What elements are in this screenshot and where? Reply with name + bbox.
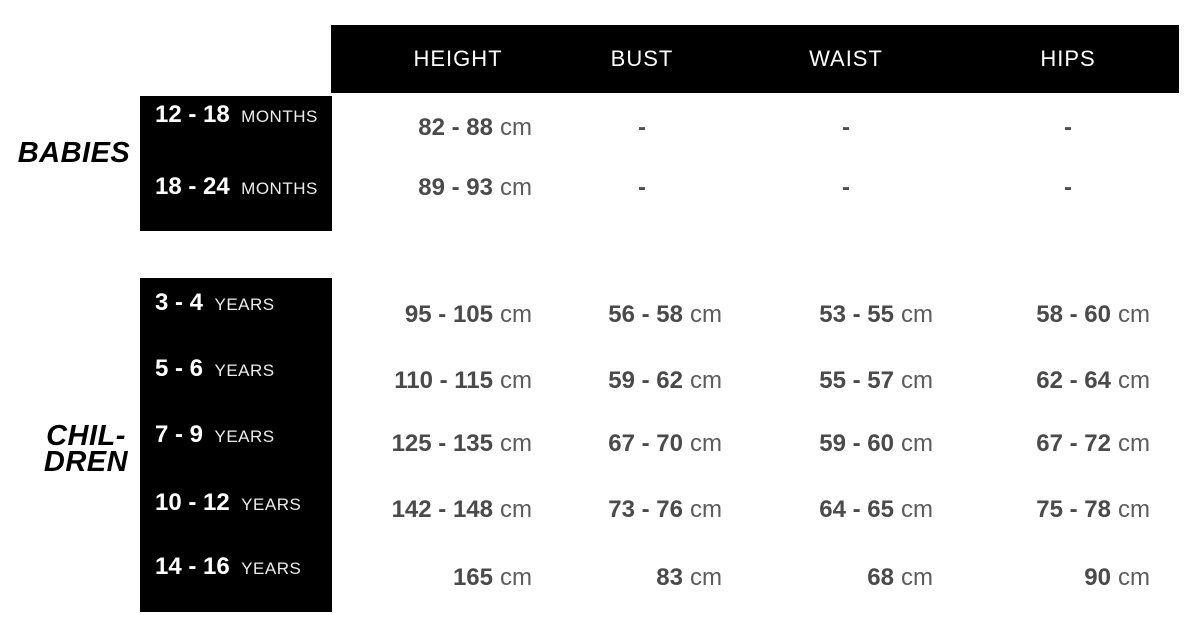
unit-label: cm [690,301,722,328]
babies-values-row-18-24 [0,173,1200,203]
waist-value-cell [867,563,933,593]
hips-value: 62 - 64 [1036,367,1111,394]
unit-label: cm [690,367,722,394]
age-unit-label: YEARS [214,361,275,380]
unit-label: cm [901,301,933,328]
hips-value: 58 - 60 [1036,301,1111,328]
age-unit-label: YEARS [241,495,302,514]
bust-value-cell [608,429,722,459]
waist-value: 68 [867,564,894,591]
age-range-label: 7 - 9 [155,421,204,448]
age-unit-label: MONTHS [241,107,318,126]
unit-label: cm [901,564,933,591]
children-title-line1: CHIL- [46,420,126,452]
age-range-label: 3 - 4 [155,289,204,316]
bust-value: 56 - 58 [608,301,683,328]
height-value: 110 - 115 [394,367,493,394]
bust-value: 67 - 70 [608,430,683,457]
height-value: 125 - 135 [391,430,493,457]
unit-label: cm [500,301,532,328]
column-header-bust: BUST [610,46,674,71]
age-range-label: 12 - 18 [155,101,230,128]
hips-empty-cell: - [1064,174,1072,201]
children-title-line2: DREN [43,446,129,478]
children-values-row-3-4 [0,300,1200,330]
age-range-label: 14 - 16 [155,553,230,580]
age-unit-label: YEARS [241,559,302,578]
age-range-label: 18 - 24 [155,173,230,200]
hips-value-cell [1036,300,1150,330]
bust-empty-cell: - [638,114,646,141]
bust-value-cell [656,563,722,593]
bust-value-cell [608,300,722,330]
height-value: 82 - 88 [418,114,493,141]
children-values-row-5-6 [0,366,1200,396]
age-unit-label: YEARS [214,427,275,446]
size-chart-header-bar [331,25,1179,93]
unit-label: cm [1118,367,1150,394]
children-values-row-14-16 [0,563,1200,593]
bust-value: 83 [656,564,683,591]
babies-section-title: BABIES [17,137,131,169]
unit-label: cm [500,114,532,141]
bust-value: 73 - 76 [608,496,683,523]
height-value: 95 - 105 [404,301,493,328]
waist-empty-cell: - [842,174,850,201]
waist-value: 64 - 65 [819,496,894,523]
age-unit-label: MONTHS [241,179,318,198]
waist-value: 53 - 55 [819,301,894,328]
hips-value-cell [1084,563,1150,593]
unit-label: cm [1118,496,1150,523]
unit-label: cm [500,430,532,457]
waist-value-cell [819,429,933,459]
height-value-cell [392,429,532,459]
height-value-cell [418,113,532,143]
height-value-cell [405,300,532,330]
column-header-waist: WAIST [809,46,883,71]
hips-value: 90 [1084,564,1111,591]
babies-values-row-12-18 [0,113,1200,143]
unit-label: cm [1118,564,1150,591]
hips-value: 67 - 72 [1036,430,1111,457]
bust-value-cell [608,366,722,396]
age-range-label: 10 - 12 [155,489,230,516]
hips-value-cell [1036,429,1150,459]
bust-empty-cell: - [638,174,646,201]
hips-empty-cell: - [1064,114,1072,141]
column-header-height: HEIGHT [413,46,503,71]
bust-value: 59 - 62 [608,367,683,394]
waist-value-cell [819,300,933,330]
unit-label: cm [1118,301,1150,328]
unit-label: cm [690,430,722,457]
unit-label: cm [500,174,532,201]
hips-value-cell [1036,366,1150,396]
unit-label: cm [690,496,722,523]
children-values-row-7-9 [0,429,1200,459]
unit-label: cm [500,367,532,394]
unit-label: cm [1118,430,1150,457]
unit-label: cm [901,496,933,523]
height-value-cell [392,495,532,525]
age-unit-label: YEARS [214,295,275,314]
age-range-label: 5 - 6 [155,355,204,382]
height-value-cell [453,563,532,593]
waist-value: 59 - 60 [819,430,894,457]
children-values-row-10-12 [0,495,1200,525]
column-header-hips: HIPS [1040,46,1096,71]
waist-empty-cell: - [842,114,850,141]
bust-value-cell [608,495,722,525]
waist-value-cell [819,366,933,396]
unit-label: cm [500,564,532,591]
unit-label: cm [690,564,722,591]
height-value: 165 [452,564,493,591]
height-value-cell [418,173,532,203]
height-value: 142 - 148 [391,496,493,523]
unit-label: cm [901,367,933,394]
hips-value: 75 - 78 [1036,496,1111,523]
waist-value: 55 - 57 [819,367,894,394]
height-value: 89 - 93 [418,174,493,201]
unit-label: cm [901,430,933,457]
unit-label: cm [500,496,532,523]
waist-value-cell [819,495,933,525]
height-value-cell [394,366,532,396]
hips-value-cell [1036,495,1150,525]
